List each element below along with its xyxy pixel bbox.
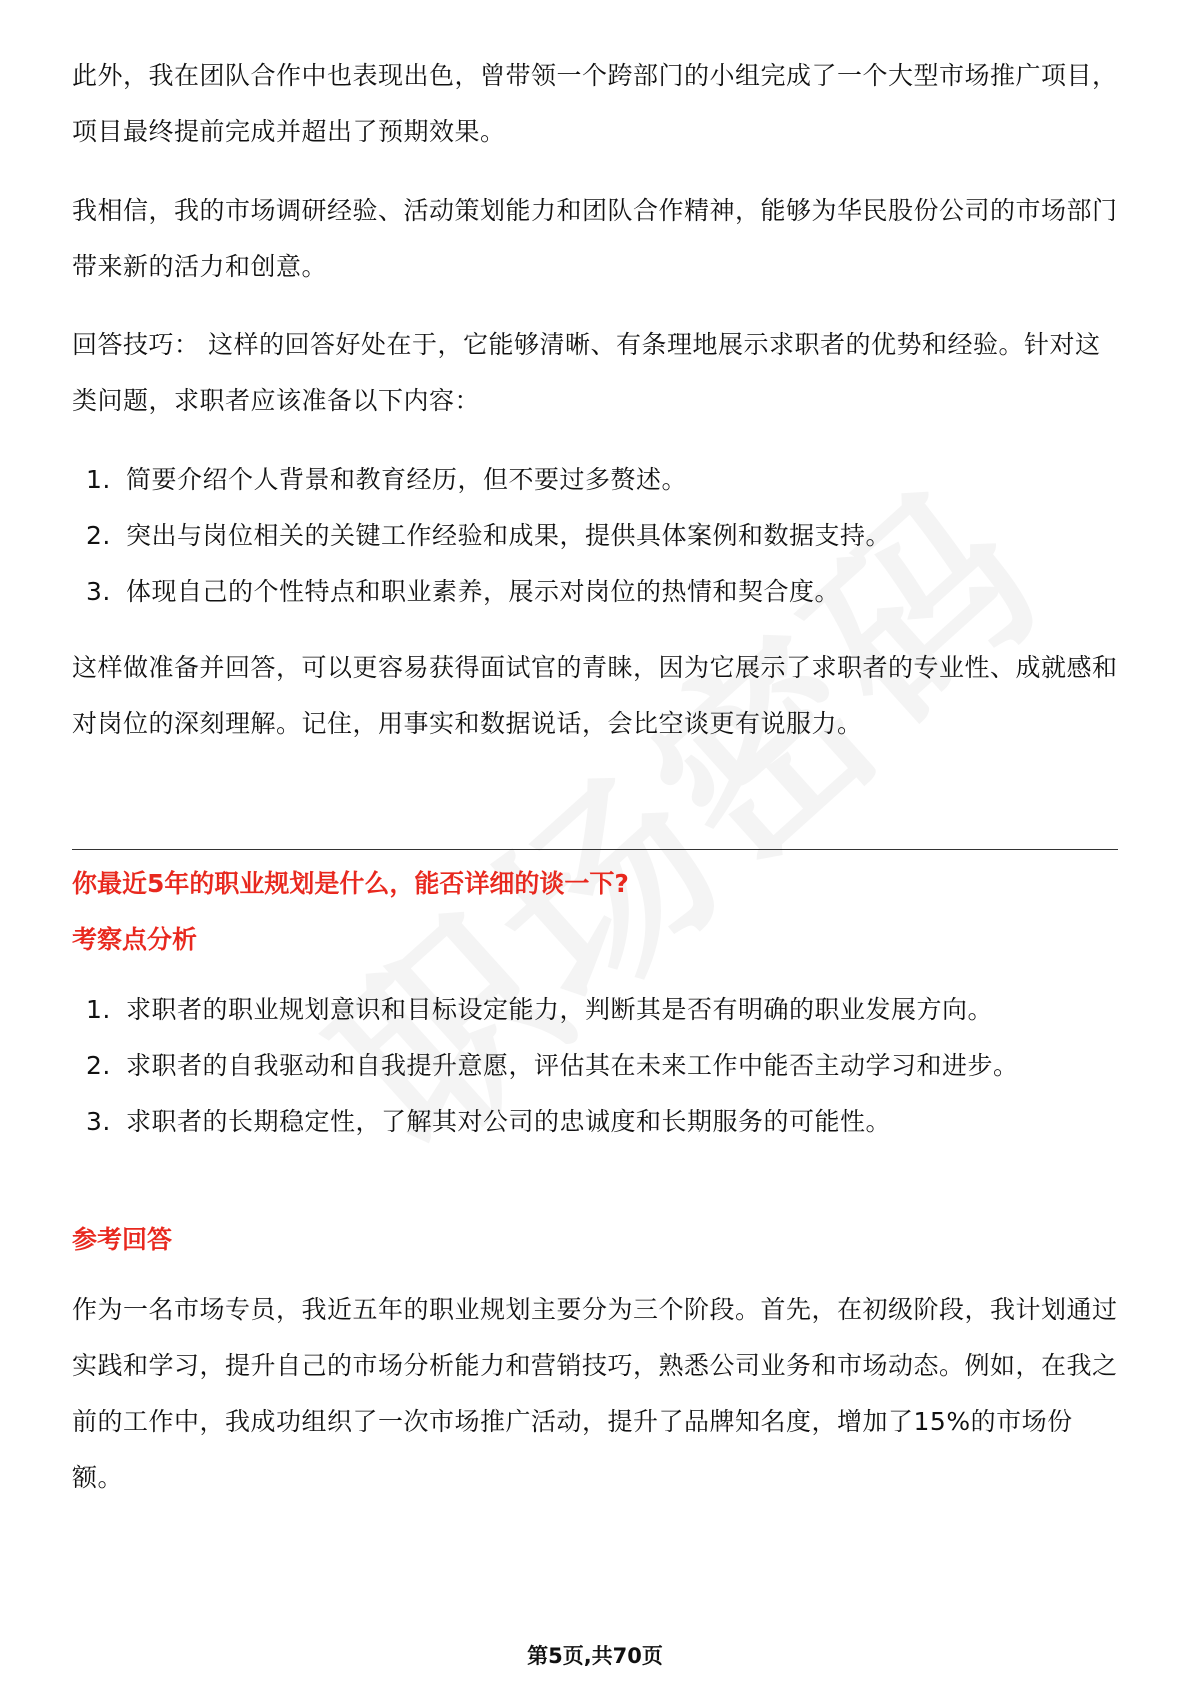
- reference-answer-heading: 参考回答: [72, 1225, 173, 1254]
- list-number: 3.: [86, 1107, 111, 1136]
- list-item-text: 求职者的职业规划意识和目标设定能力，判断其是否有明确的职业发展方向。: [126, 995, 994, 1024]
- list-number: 1.: [86, 995, 111, 1024]
- list-item: [72, 1094, 1118, 1150]
- question-heading: 你最近5年的职业规划是什么，能否详细的谈一下?: [72, 869, 629, 898]
- list-item-text: 求职者的自我驱动和自我提升意愿，评估其在未来工作中能否主动学习和进步。: [126, 1051, 1019, 1080]
- list-item-text: 体现自己的个性特点和职业素养，展示对岗位的热情和契合度。: [126, 577, 841, 606]
- list-item: [72, 508, 1118, 564]
- paragraph: 作为一名市场专员，我近五年的职业规划主要分为三个阶段。首先，在初级阶段，我计划通过实践和学习，提升自己的市场分析能力和营销技巧，熟悉公司业务和市场动态。例如，在我之前的工作中，我成功组织了一次市场推广活动，提升了品牌知名度，增加了15%的市场份额。: [72, 1295, 1118, 1492]
- list-number: 2.: [86, 1051, 111, 1080]
- list-item: [72, 982, 1118, 1038]
- list-number: 1.: [86, 465, 111, 494]
- paragraph: 我相信，我的市场调研经验、活动策划能力和团队合作精神，能够为华民股份公司的市场部门带来新的活力和创意。: [72, 196, 1118, 281]
- list-item-text: 求职者的长期稳定性，了解其对公司的忠诚度和长期服务的可能性。: [126, 1107, 892, 1136]
- list-item: [72, 1038, 1118, 1094]
- intro-paragraph-teamwork: [72, 48, 1118, 160]
- paragraph: 这样做准备并回答，可以更容易获得面试官的青睐，因为它展示了求职者的专业性、成就感和对岗位的深刻理解。记住，用事实和数据说话，会比空谈更有说服力。: [72, 653, 1118, 738]
- paragraph: 此外，我在团队合作中也表现出色，曾带领一个跨部门的小组完成了一个大型市场推广项目，项目最终提前完成并超出了预期效果。: [72, 61, 1118, 146]
- intro-paragraph-belief: [72, 183, 1118, 295]
- tips-list: [72, 452, 1118, 620]
- list-item-text: 突出与岗位相关的关键工作经验和成果，提供具体案例和数据支持。: [126, 521, 892, 550]
- analysis-list: [72, 982, 1118, 1150]
- list-item: [72, 564, 1118, 620]
- list-item-text: 简要介绍个人背景和教育经历，但不要过多赘述。: [126, 465, 688, 494]
- reference-answer-paragraph: [72, 1282, 1118, 1506]
- section-divider: [72, 849, 1118, 850]
- page-footer: 第5页,共70页: [527, 1644, 663, 1668]
- analysis-heading: 考察点分析: [72, 925, 198, 954]
- closing-paragraph: [72, 640, 1118, 752]
- list-number: 2.: [86, 521, 111, 550]
- answer-tips-paragraph: [72, 317, 1118, 429]
- list-number: 3.: [86, 577, 111, 606]
- list-item: [72, 452, 1118, 508]
- paragraph: 回答技巧： 这样的回答好处在于，它能够清晰、有条理地展示求职者的优势和经验。针对这类问题，求职者应该准备以下内容：: [72, 330, 1101, 415]
